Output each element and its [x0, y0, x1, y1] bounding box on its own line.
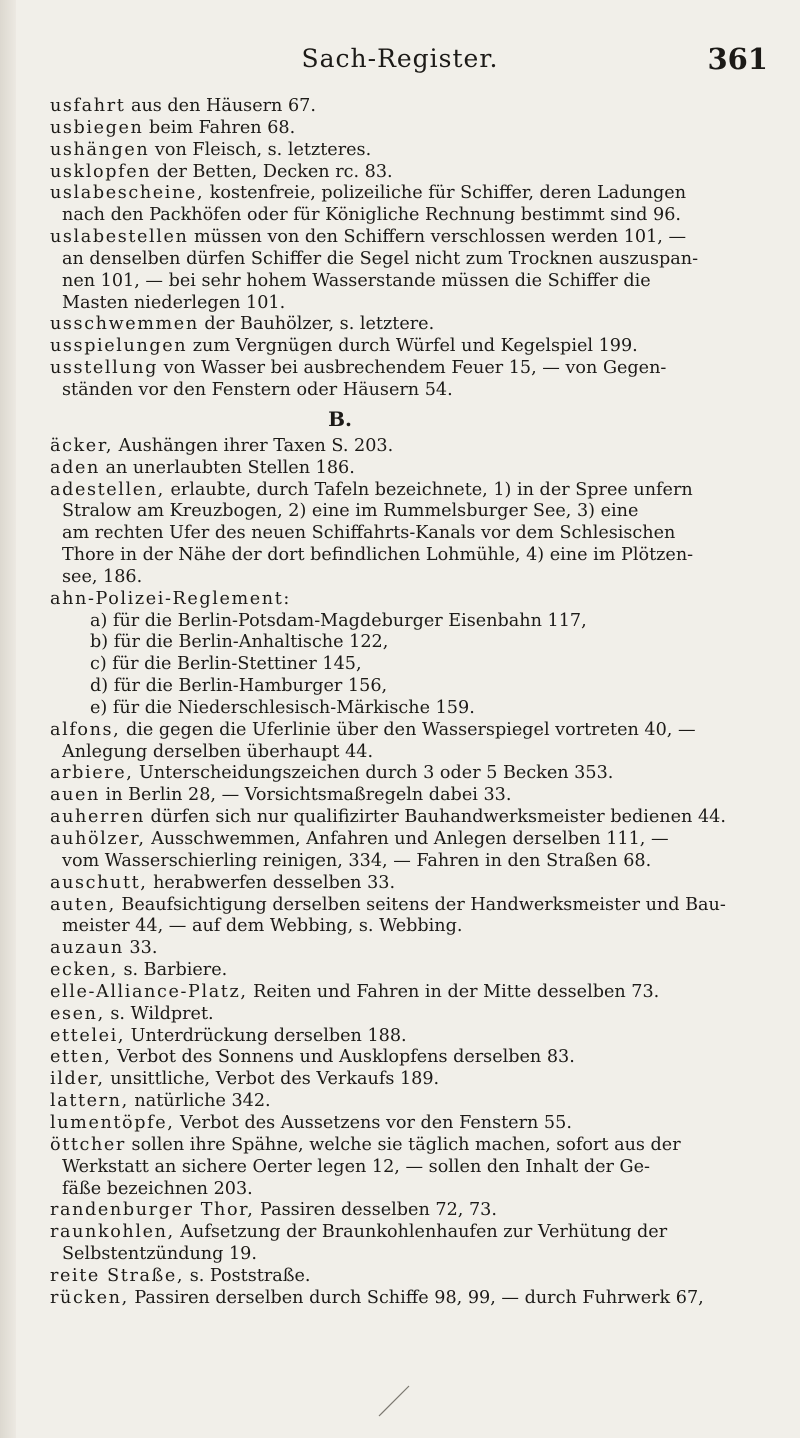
entry-text: aus den Häusern 67.: [125, 96, 316, 116]
entry-continuation-line: [0, 567, 800, 589]
index-entry-line: [0, 1069, 800, 1091]
index-entry-line: [0, 436, 800, 458]
index-entry-line: [0, 785, 800, 807]
entry-headword: usschwemmen: [50, 314, 199, 335]
entry-continuation-line: [0, 676, 800, 698]
entry-continuation-line: [0, 545, 800, 567]
entry-text: Unterdrückung derselben 188.: [125, 1025, 407, 1046]
index-entry-line: [0, 1135, 800, 1157]
index-entry-line: [0, 458, 800, 480]
entry-text: sollen ihre Spähne, welche sie täglich machen, sofort aus der: [125, 1134, 681, 1155]
entry-text: zum Vergnügen durch Würfel und Kegelspiel 199.: [187, 336, 638, 357]
entry-text: see, 186.: [62, 566, 143, 587]
entry-text: Beaufsichtigung derselben seitens der Handwerksmeister und Bau-: [115, 894, 726, 915]
entry-text: Verbot des Aussetzens vor den Fenstern 55.: [174, 1112, 572, 1133]
entry-headword: arbiere,: [50, 763, 134, 784]
index-entry-line: [0, 183, 800, 205]
entry-text: Passiren desselben 72, 73.: [254, 1200, 497, 1221]
entry-text: am rechten Ufer des neuen Schiffahrts-Kanals vor dem Schlesischen: [62, 523, 676, 544]
index-entry-line: [0, 1222, 800, 1244]
index-entry-line: [0, 1026, 800, 1048]
index-entry-line: [0, 140, 800, 162]
entry-headword: auherren: [50, 807, 145, 828]
entry-headword: auten,: [50, 894, 116, 915]
entry-text: von Wasser bei ausbrechendem Feuer 15, — von Gegen-: [158, 358, 667, 379]
entry-text: s. Poststraße.: [184, 1265, 311, 1286]
entry-continuation-line: [0, 742, 800, 764]
entry-headword: äcker,: [50, 435, 114, 456]
entry-continuation-line: [0, 698, 800, 720]
entry-text: Aushängen ihrer Taxen S. 203.: [113, 435, 394, 456]
index-entry-line: [0, 763, 800, 785]
index-entry-line: [0, 960, 800, 982]
entry-continuation-line: [0, 611, 800, 633]
index-entry-line: [0, 720, 800, 742]
entry-headword: alfons,: [50, 719, 121, 740]
entry-headword: elle-Alliance-Platz,: [50, 981, 248, 1002]
entry-text: Selbstentzündung 19.: [62, 1244, 257, 1265]
entry-text: Masten niederlegen 101.: [62, 292, 286, 313]
entry-continuation-line: [0, 916, 800, 938]
entry-text: unsittliche, Verbot des Verkaufs 189.: [104, 1069, 440, 1090]
entry-text: s. Wildpret.: [104, 1003, 214, 1024]
entry-text: von Fleisch, s. letzteres.: [149, 139, 372, 160]
entry-text: natürliche 342.: [128, 1091, 271, 1112]
entry-text: herabwerfen desselben 33.: [147, 872, 396, 893]
page-number: 361: [707, 42, 768, 76]
entry-text: Werkstatt an sichere Oerter legen 12, — sollen den Inhalt der Ge-: [62, 1156, 650, 1177]
index-entry-line: [0, 480, 800, 502]
entry-text: Reiten und Fahren in der Mitte desselben 73.: [247, 981, 660, 1002]
index-entry-line: [0, 829, 800, 851]
entry-headword: raunkohlen,: [50, 1222, 175, 1243]
entry-text: Thore in der Nähe der dort befindlichen Lohmühle, 4) eine im Plötzen-: [62, 545, 694, 566]
index-entry-line: [0, 118, 800, 140]
entry-headword: auen: [50, 785, 100, 806]
entry-headword: ushängen: [50, 139, 150, 160]
index-entry-line: [0, 162, 800, 184]
entry-text: die gegen die Uferlinie über den Wasserspiegel vortreten 40, —: [120, 719, 696, 740]
entry-continuation-line: [0, 380, 800, 402]
entry-continuation-line: [0, 249, 800, 271]
entry-continuation-line: [0, 1244, 800, 1266]
entry-text: der Bauhölzer, s. letztere.: [198, 314, 435, 335]
entry-text: e) für die Niederschlesisch-Märkische 159.: [90, 697, 475, 718]
index-entry-line: [0, 1091, 800, 1113]
entry-continuation-line: [0, 271, 800, 293]
entry-continuation-line: [0, 1179, 800, 1201]
entry-headword: etten,: [50, 1047, 112, 1068]
index-entry-line: [0, 895, 800, 917]
entry-text: d) für die Berlin-Hamburger 156,: [90, 676, 388, 697]
index-entry-line: [0, 358, 800, 380]
entry-text: a) für die Berlin-Potsdam-Magdeburger Eisenbahn 117,: [90, 610, 587, 631]
entry-headword: usspielungen: [50, 336, 188, 357]
entry-text: müssen von den Schiffern verschlossen werden 101, —: [188, 227, 687, 248]
entry-headword: lattern,: [50, 1091, 129, 1112]
index-entry-line: [0, 1200, 800, 1222]
entry-text: vom Wasserschierling reinigen, 334, — Fahren in den Straßen 68.: [62, 850, 652, 871]
index-entry-line: [0, 1266, 800, 1288]
entry-text: an denselben dürfen Schiffer die Segel nicht zum Trocknen auszuspan-: [62, 248, 699, 269]
entry-headword: aden: [50, 457, 100, 478]
entry-text: Aufsetzung der Braunkohlenhaufen zur Verhütung der: [174, 1222, 668, 1243]
entry-text: nen 101, — bei sehr hohem Wasserstande müssen die Schiffer die: [62, 270, 651, 291]
index-entries: [0, 96, 800, 1310]
entry-text: beim Fahren 68.: [143, 117, 296, 138]
entry-headword: usbiegen: [50, 117, 144, 138]
index-entry-line: [0, 1047, 800, 1069]
index-entry-line: [0, 336, 800, 358]
page-header: [0, 38, 800, 78]
entry-headword: öttcher: [50, 1134, 126, 1155]
entry-text: b) für die Berlin-Anhaltische 122,: [90, 632, 389, 653]
entry-continuation-line: [0, 632, 800, 654]
entry-text: nach den Packhöfen oder für Königliche Rechnung bestimmt sind 96.: [62, 205, 682, 226]
entry-continuation-line: [0, 501, 800, 523]
entry-headword: auschutt,: [50, 872, 148, 893]
entry-headword: auhölzer,: [50, 829, 146, 849]
entry-text: der Betten, Decken rc. 83.: [151, 161, 393, 182]
entry-text: meister 44, — auf dem Webbing, s. Webbing.: [62, 916, 463, 937]
index-entry-line: [0, 938, 800, 960]
entry-continuation-line: [0, 293, 800, 315]
entry-headword: ahn-Polizei-Reglement:: [50, 588, 291, 609]
entry-text: s. Barbiere.: [117, 960, 228, 981]
entry-text: ständen vor den Fenstern oder Häusern 54.: [62, 379, 453, 400]
index-entry-line: [0, 589, 800, 611]
index-entry-line: [0, 1288, 800, 1310]
entry-headword: uslabescheine,: [50, 183, 205, 204]
entry-text: Passiren derselben durch Schiffe 98, 99, — durch Fuhrwerk 67,: [128, 1287, 704, 1308]
entry-continuation-line: [0, 654, 800, 676]
entry-text: Unterscheidungszeichen durch 3 oder 5 Becken 353.: [133, 763, 614, 784]
entry-headword: lumentöpfe,: [50, 1112, 175, 1133]
entry-text: 33.: [123, 938, 158, 959]
entry-text: Ausschwemmen, Anfahren und Anlegen derselben 111, —: [145, 829, 669, 849]
running-title: Sach-Register.: [301, 44, 499, 73]
entry-continuation-line: [0, 523, 800, 545]
entry-headword: uslabestellen: [50, 227, 189, 248]
entry-text: c) für die Berlin-Stettiner 145,: [90, 654, 362, 675]
section-letter: B.: [328, 406, 352, 431]
index-entry-line: [0, 1004, 800, 1026]
entry-headword: usstellung: [50, 358, 159, 379]
entry-text: Anlegung derselben überhaupt 44.: [62, 741, 374, 762]
entry-headword: ettelei,: [50, 1025, 126, 1046]
entry-continuation-line: [0, 851, 800, 873]
entry-continuation-line: [0, 205, 800, 227]
entry-headword: usklopfen: [50, 161, 152, 182]
entry-headword: randenburger Thor,: [50, 1200, 255, 1221]
entry-headword: esen,: [50, 1003, 105, 1024]
entry-headword: rücken,: [50, 1287, 129, 1308]
entry-headword: auzaun: [50, 938, 124, 959]
index-entry-line: [0, 1113, 800, 1135]
entry-headword: ecken,: [50, 960, 118, 981]
entry-text: dürfen sich nur qualifizirter Bauhandwerksmeister bedienen 44.: [144, 807, 726, 828]
entry-headword: usfahrt: [50, 96, 126, 116]
entry-continuation-line: [0, 1157, 800, 1179]
index-entry-line: [0, 873, 800, 895]
index-entry-line: [0, 96, 800, 118]
index-entry-line: [0, 807, 800, 829]
entry-headword: ilder,: [50, 1069, 105, 1090]
entry-text: kostenfreie, polizeiliche für Schiffer, deren Ladungen: [204, 183, 687, 204]
entry-text: Stralow am Kreuzbogen, 2) eine im Rummelsburger See, 3) eine: [62, 501, 639, 522]
entry-text: an unerlaubten Stellen 186.: [99, 457, 355, 478]
entry-text: erlaubte, durch Tafeln bezeichnete, 1) in der Spree unfern: [164, 479, 693, 500]
index-entry-line: [0, 982, 800, 1004]
entry-headword: adestellen,: [50, 479, 165, 500]
pencil-mark-icon: [375, 1380, 415, 1420]
entry-text: fäße bezeichnen 203.: [62, 1178, 253, 1199]
index-entry-line: [0, 227, 800, 249]
entry-headword: reite Straße,: [50, 1265, 185, 1286]
entry-text: Verbot des Sonnens und Ausklopfens derselben 83.: [111, 1047, 575, 1068]
entry-text: in Berlin 28, — Vorsichtsmaßregeln dabei 33.: [99, 785, 512, 806]
index-entry-line: [0, 314, 800, 336]
